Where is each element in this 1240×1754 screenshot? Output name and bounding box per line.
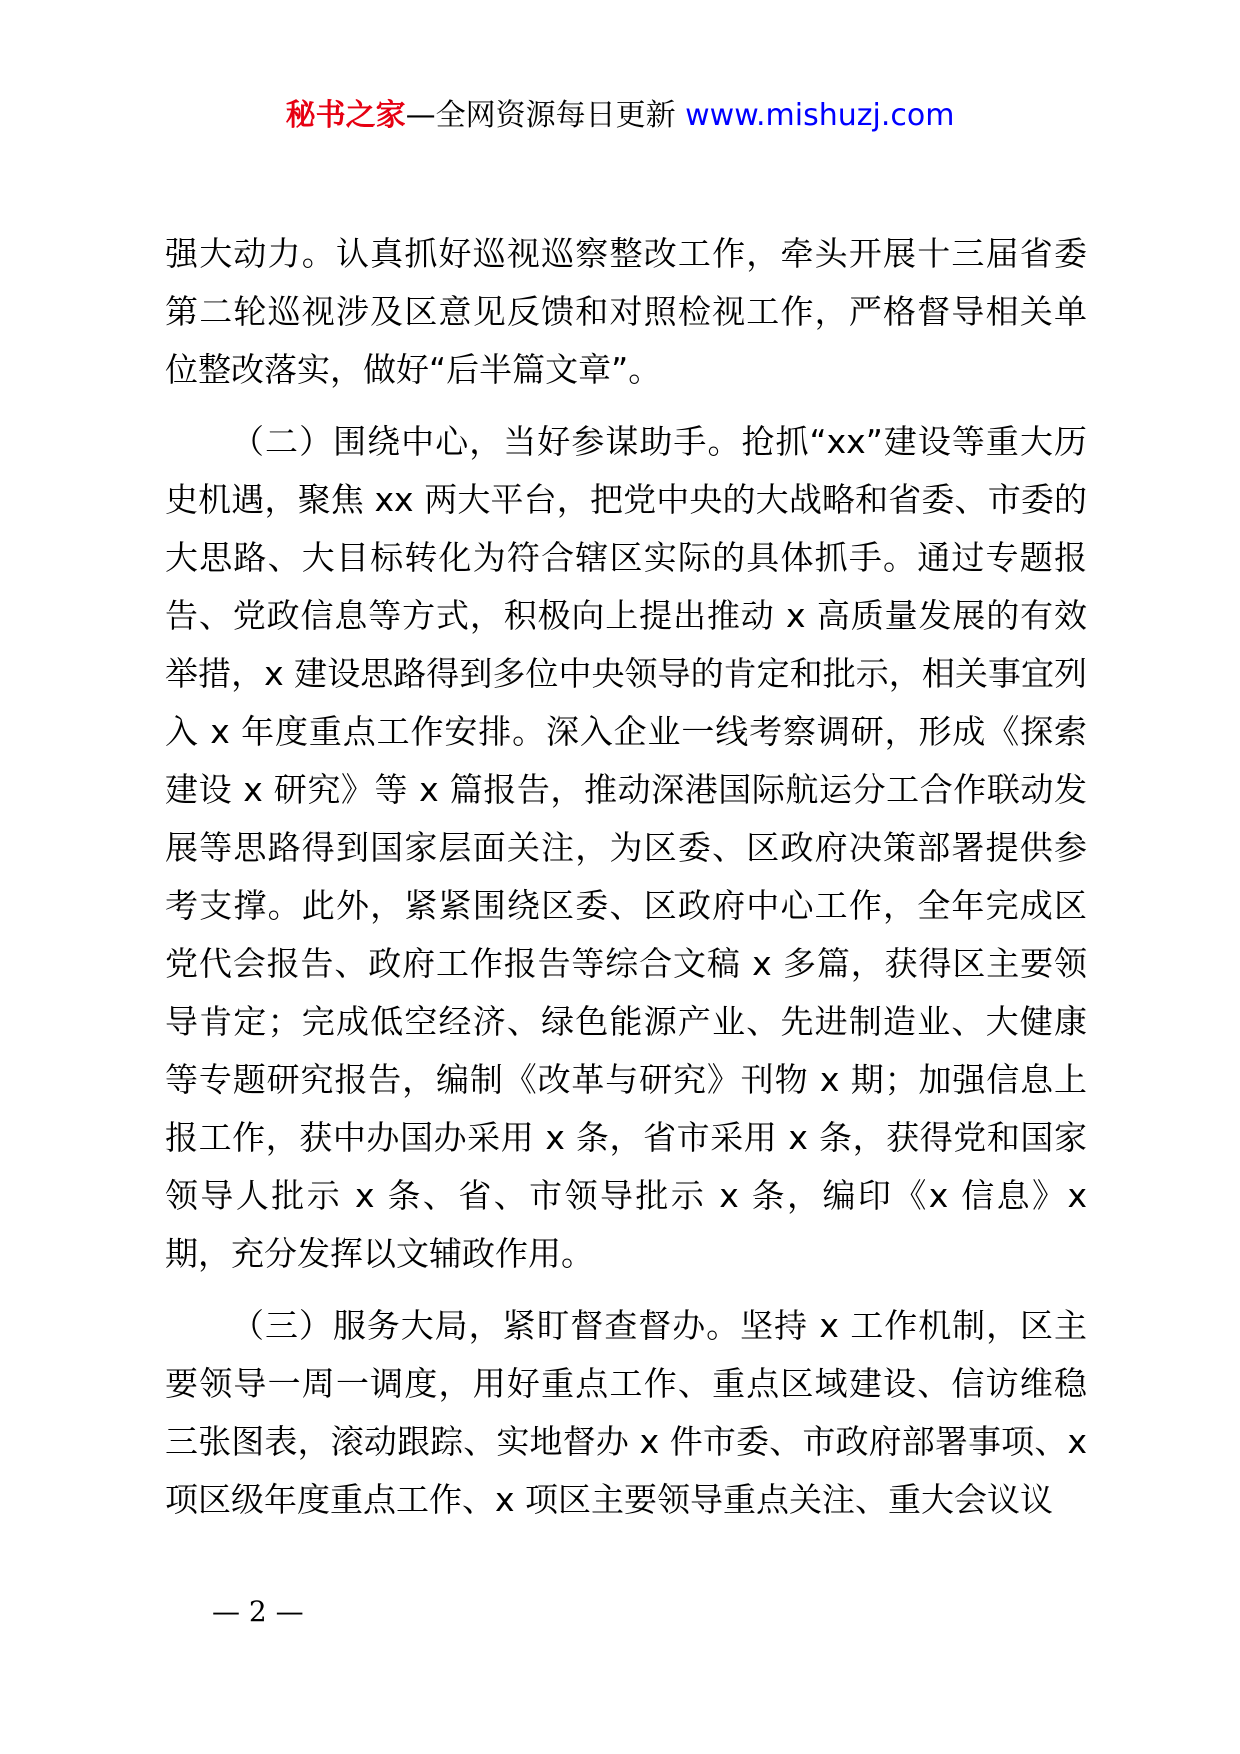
site-brand: 秘书之家 [285, 98, 406, 133]
paragraph-continuation: 强大动力。认真抓好巡视巡察整改工作，牵头开展十三届省委第二轮巡视涉及区意见反馈和对照检视工作，严格督导相关单位整改落实，做好“后半篇文章”。 [165, 234, 1087, 389]
site-url-link[interactable]: www.mishuzj.com [685, 98, 955, 133]
paragraph-section-three: （三）服务大局，紧盯督查督办。坚持 x 工作机制，区主要领导一周一调度，用好重点工作、重点区域建设、信访维稳三张图表，滚动跟踪、实地督办 x 件市委、市政府部署事项、x 项区级年度重点工作、x 项区主要领导重点关注、重大会议议 [165, 1306, 1087, 1519]
site-header [0, 96, 1240, 136]
paragraph-section-two: （二）围绕中心，当好参谋助手。抢抓“xx”建设等重大历史机遇，聚焦 xx 两大平台，把党中央的大战略和省委、市委的大思路、大目标转化为符合辖区实际的具体抓手。通过专题报告、党政信息等方式，积极向上提出推动 x 高质量发展的有效举措，x 建设思路得到多位中央领导的肯定和批示，相关事宜列入 x 年度重点工作安排。深入企业一线考察调研，形成《探索建设 x 研究》等 x 篇报告，推动深港国际航运分工合作联动发展等思路得到国家层面关注，为区委、区政府决策部署提供参考支撑。此外，紧紧围绕区委、区政府中心工作，全年完成区党代会报告、政府工作报告等综合文稿 x 多篇，获得区主要领导肯定；完成低空经济、绿色能源产业、先进制造业、大健康等专题研究报告，编制《改革与研究》刊物 x 期；加强信息上报工作，获中办国办采用 x 条，省市采用 x 条，获得党和国家领导人批示 x 条、省、市领导批示 x 条，编印《x 信息》x 期，充分发挥以文辅政作用。 [165, 422, 1087, 1273]
page-number: — 2 — [212, 1595, 304, 1628]
site-tagline: —全网资源每日更新 [405, 98, 676, 133]
document-body [165, 225, 1087, 1529]
